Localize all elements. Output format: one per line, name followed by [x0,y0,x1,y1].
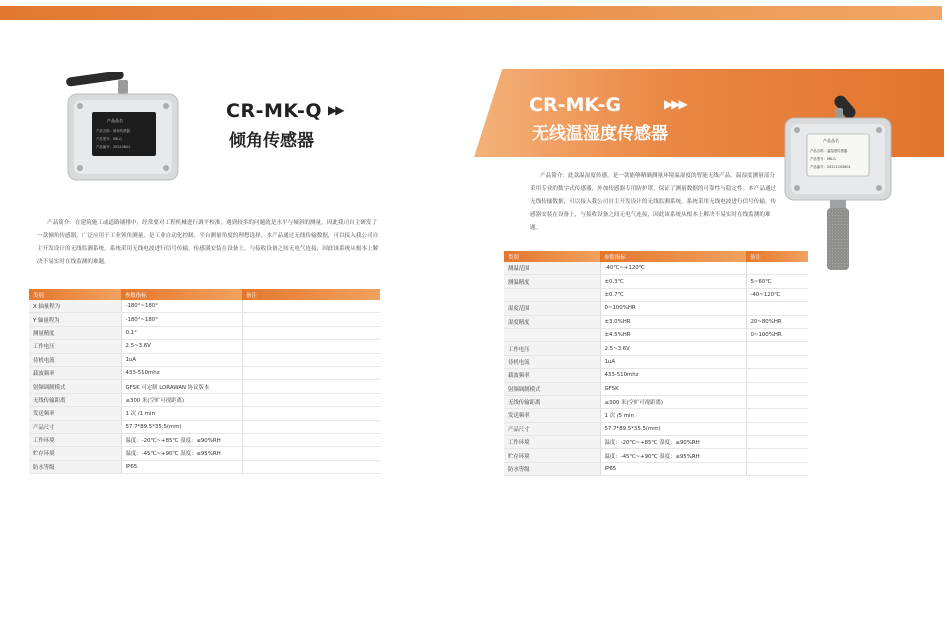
row-note [746,395,808,408]
row-note [746,436,808,449]
row-value: ±0.7℃ [600,288,746,301]
row-category: 工作电压 [29,340,121,353]
row-note [242,447,380,460]
row-value: GFSK 可定制 LORAWAN 协议版本 [121,380,242,393]
table-row [29,460,380,473]
row-note [242,340,380,353]
row-note [242,420,380,433]
table-row [29,300,380,313]
table-row [504,302,808,315]
table-row [504,355,808,368]
table-row [504,328,808,341]
column-header: 参数指标 [600,251,746,262]
row-category: 射频调制模式 [29,380,121,393]
row-note [242,433,380,446]
product-description-left: 产品简介：在建筑施工或道路铺排中，经常要对工程机械进行调平校准，遇到较多的问题就是水平与倾斜的测量，因此我司自主研发了一款倾角传感器，广泛应用于工业领角测量，是工业自动化控制、平台测量角度的理想选择。本产品通过无线传输数据，可以接入我公司自主开发设计的无线监测系统，系统采用无线电波进行信号传输。传感器安装在设备上，与接收设备之间无电气连接，因此该系统从根本上解决不易实时在线监测的难题。 [37,220,379,265]
row-category: 发送频率 [504,409,600,422]
row-value: GFSK [600,382,746,395]
row-note: 20~80%HR [746,315,808,328]
row-category: Y 轴量程为 [29,313,121,326]
device-screen-heading: 产品品名 [107,118,123,123]
row-category: X 轴量程为 [29,300,121,313]
row-category: 无线传输距离 [29,393,121,406]
table-row [504,275,808,288]
row-category: 工作环境 [504,436,600,449]
product-subtitle-right: 无线温湿度传感器 [532,124,668,144]
row-value: -180°~180° [121,313,242,326]
table-row [29,340,380,353]
device-screen-line: 产品名称：倾角传感器 [96,129,130,133]
row-note: -40~120℃ [746,288,808,301]
table-row [29,380,380,393]
row-value: 2.5~3.6V [600,342,746,355]
row-category: 载波频率 [504,369,600,382]
row-category: 贮存环境 [504,449,600,462]
row-category: 产品尺寸 [504,422,600,435]
row-value: 温度：-20℃~+85℃ 湿度：≤90%RH [121,433,242,446]
table-row [29,366,380,379]
row-note [746,342,808,355]
row-value: 温度：-20℃~+85℃ 湿度：≤90%RH [600,436,746,449]
row-note: 0~100%HR [746,328,808,341]
row-category: 测温范围 [504,262,600,275]
row-category: 湿度精度 [504,315,600,328]
row-note [746,449,808,462]
row-value: 0~100%HR [600,302,746,315]
row-value: 0.1° [121,326,242,339]
device-screen-line: 产品型号：MK-G [810,157,836,161]
row-value: 温度：-45℃~+90℃ 湿度：≤95%RH [600,449,746,462]
row-category: 产品尺寸 [29,420,121,433]
row-note [746,422,808,435]
table-row [504,369,808,382]
row-note [746,409,808,422]
product-description-right: 产品简介：此款温湿度传感，是一款能够精确测量环境温湿度的智能无线产品。温湿度测量部分采用专业的数字式传感器，外加传感器专用防护罩，保证了测量数据的可靠性与稳定性。本产品通过无线传输数据，可以接入我公司自主开发设计的无线监测系统，系统采用无线电波进行信号传输。传感器安装在设备上，与接收设备之间无电气连接，因此该系统从根本上解决不易实时在线监测的难题。 [530,173,777,231]
row-value: IP65 [121,460,242,473]
row-note [242,460,380,473]
row-value: 1 次 /5 min [600,409,746,422]
chevron-right-icon: ▶▶▶ [664,97,686,111]
row-note [746,302,808,315]
device-screen-line: 产品编号：20211203801 [810,165,851,169]
row-value: ≤300 米(空旷可视距离) [121,393,242,406]
row-value: IP65 [600,462,746,475]
row-category: 测量精度 [29,326,121,339]
row-note [746,262,808,275]
tilt-sensor-device-image [64,72,182,182]
table-row [504,436,808,449]
table-row [504,342,808,355]
row-value: ≤300 米(空旷可视距离) [600,395,746,408]
table-row [29,326,380,339]
row-category: 防水等级 [504,462,600,475]
row-value: 57.7*89.5*35.5(mm) [121,420,242,433]
table-row [504,422,808,435]
row-value: 433-510mhz [121,366,242,379]
device-screen-line: 产品型号：MK-Q [96,137,122,141]
row-category: 无线传输距离 [504,395,600,408]
table-row [504,449,808,462]
row-category: 防水等级 [29,460,121,473]
column-header: 备注 [242,289,380,300]
column-header: 参数指标 [121,289,242,300]
row-note [746,355,808,368]
row-note [242,366,380,379]
table-row [504,382,808,395]
row-category: 射频调制模式 [504,382,600,395]
row-note: 5~60℃ [746,275,808,288]
row-category: 发送频率 [29,407,121,420]
antenna-icon [832,94,858,121]
row-category [504,328,600,341]
row-note [242,407,380,420]
row-value: 2.5~3.6V [121,340,242,353]
row-category: 湿度范围 [504,302,600,315]
table-row [29,313,380,326]
row-note [746,369,808,382]
table-header-row [504,251,808,262]
table-row [504,288,808,301]
table-row [29,393,380,406]
table-row [504,409,808,422]
row-note [242,353,380,366]
table-row [29,353,380,366]
spec-table-right [504,251,808,476]
table-row [29,433,380,446]
table-row [504,315,808,328]
row-category: 待机电流 [504,355,600,368]
row-category: 载波频率 [29,366,121,379]
top-accent-bar [0,6,942,20]
column-header: 类别 [504,251,600,262]
device-screen-heading: 产品品名 [823,138,839,143]
product-title-left: CR-MK-Q [226,100,322,122]
row-value: -180°~180° [121,300,242,313]
row-note [242,300,380,313]
table-row [29,407,380,420]
row-note [242,393,380,406]
table-row [504,395,808,408]
table-header-row [29,289,380,300]
row-value: 433-510mhz [600,369,746,382]
row-value: 1uA [121,353,242,366]
row-category: 贮存环境 [29,447,121,460]
row-value: 温度：-45℃~+90℃ 湿度：≤95%RH [121,447,242,460]
row-value: ±4.5%HR [600,328,746,341]
device-screen-line: 产品名称：温湿度传感器 [810,149,848,153]
row-value: ±3.0%HR [600,315,746,328]
spec-table-left [29,289,380,474]
row-category: 工作环境 [29,433,121,446]
table-row [504,262,808,275]
row-value: 57.7*89.5*35.5(mm) [600,422,746,435]
product-subtitle-left: 倾角传感器 [229,131,314,151]
row-category: 待机电流 [29,353,121,366]
row-note [242,326,380,339]
chevron-right-icon: ▶▶ [328,103,343,117]
row-value: -40℃~+120℃ [600,262,746,275]
table-row [504,462,808,475]
row-category [504,288,600,301]
antenna-icon [66,72,128,94]
row-note [746,462,808,475]
row-category: 工作电压 [504,342,600,355]
table-row [29,420,380,433]
table-row [29,447,380,460]
humidity-sensor-device-image [783,94,893,271]
row-note [242,380,380,393]
column-header: 备注 [746,251,808,262]
product-title-right: CR-MK-G [529,94,621,116]
column-header: 类别 [29,289,121,300]
row-note [746,382,808,395]
row-value: ±0.3℃ [600,275,746,288]
device-screen-line: 产品编号：20220601 [96,145,131,149]
row-note [242,313,380,326]
row-value: 1uA [600,355,746,368]
row-value: 1 次 /1 min [121,407,242,420]
row-category: 测温精度 [504,275,600,288]
